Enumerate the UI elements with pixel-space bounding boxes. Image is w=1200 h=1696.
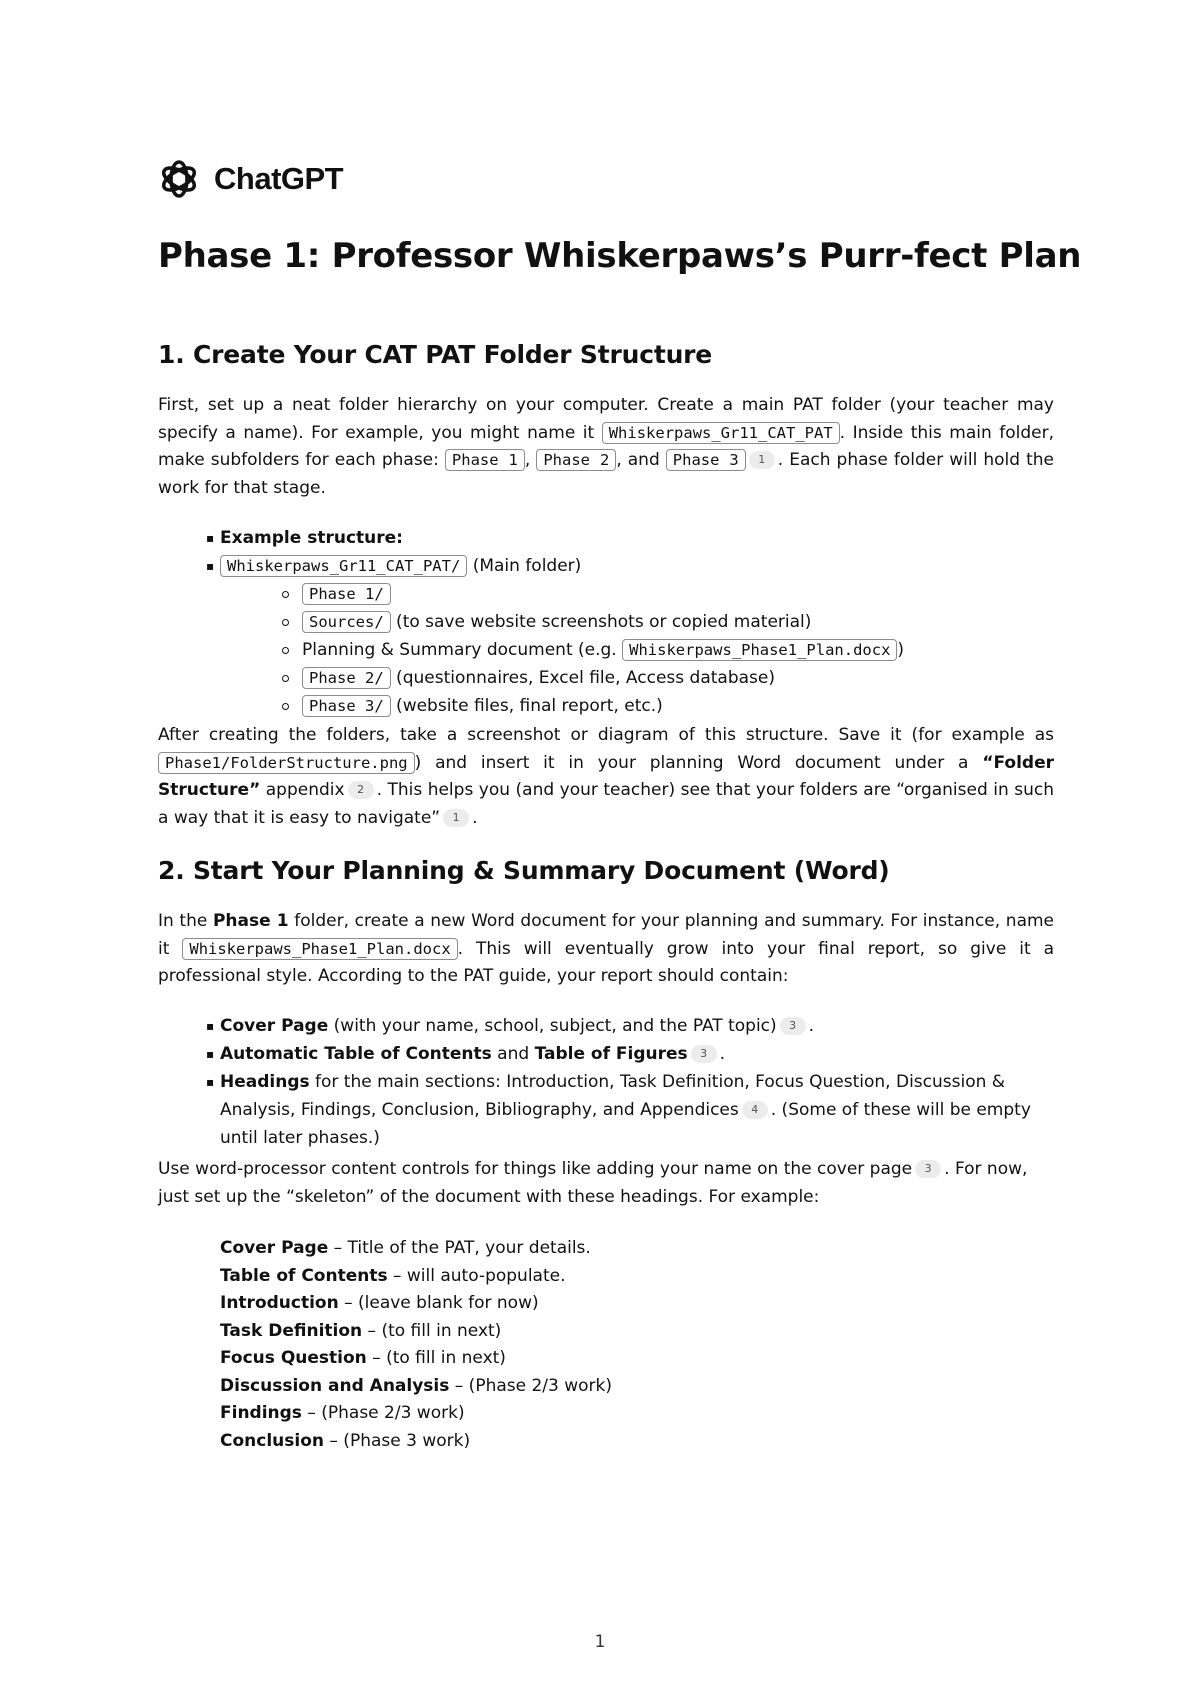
list-item bbox=[206, 552, 1054, 720]
outline-item-name: Focus Question bbox=[220, 1348, 367, 1368]
text-run: . bbox=[472, 807, 478, 828]
text-run: . Inside this main folder, make subfolders for each phase: bbox=[158, 422, 1054, 470]
bold-label: Headings bbox=[220, 1072, 310, 1092]
list-item bbox=[282, 664, 1054, 692]
citation-badge[interactable]: 1 bbox=[443, 809, 469, 827]
text-run: . (Some of these will be empty until later phases.) bbox=[220, 1100, 1031, 1148]
outline-item bbox=[220, 1373, 612, 1401]
outline-item bbox=[220, 1318, 612, 1346]
text-run: appendix bbox=[260, 780, 345, 800]
text-run: ) and insert it in your planning Word document under a bbox=[414, 752, 983, 773]
text-run: folder, create a new Word document for your planning and summary. For instance, name it bbox=[158, 911, 1055, 959]
openai-logo-icon bbox=[158, 158, 200, 200]
outline-item-name: Discussion and Analysis bbox=[220, 1375, 450, 1396]
section-2-intro-paragraph bbox=[158, 908, 1054, 991]
list-item bbox=[282, 636, 1054, 664]
outline-item-name: Findings bbox=[220, 1403, 302, 1423]
phase-3-folder-code: Phase 3/ bbox=[302, 695, 391, 717]
phase-1-folder-code: Phase 1/ bbox=[302, 583, 391, 605]
outline-item-desc: – will auto-populate. bbox=[387, 1265, 566, 1286]
brand-name: ChatGPT bbox=[214, 161, 344, 196]
text-run: , bbox=[524, 450, 537, 470]
text-run: First, set up a neat folder hierarchy on your computer. Create a main PAT folder (your teacher may specify a name). For example, you might name it bbox=[158, 395, 1054, 443]
text-run: (questionnaires, Excel file, Access database) bbox=[390, 668, 775, 688]
text-run: Planning & Summary document (e.g. bbox=[302, 640, 623, 660]
outline-item-desc: – (Phase 3 work) bbox=[324, 1430, 471, 1451]
outline-item-desc: – (Phase 2/3 work) bbox=[301, 1403, 465, 1423]
outline-item bbox=[220, 1263, 612, 1291]
text-run: , and bbox=[616, 450, 666, 470]
list-item bbox=[282, 692, 1054, 720]
main-folder-code: Whiskerpaws_Gr11_CAT_PAT/ bbox=[220, 555, 467, 577]
section-2-followup-paragraph bbox=[158, 1156, 1054, 1211]
folder-structure-emphasis: “Folder Structure” bbox=[158, 752, 1054, 800]
outline-item bbox=[220, 1428, 612, 1456]
phase-2-folder-code: Phase 2/ bbox=[302, 667, 391, 689]
outline-item-desc: – (to fill in next) bbox=[366, 1348, 506, 1368]
list-item bbox=[206, 1040, 1054, 1068]
bold-label: Table of Figures bbox=[534, 1044, 688, 1064]
list-item bbox=[282, 608, 1054, 636]
text-run: and bbox=[491, 1044, 535, 1064]
planning-doc-code: Whiskerpaws_Phase1_Plan.docx bbox=[622, 639, 897, 661]
screenshot-file-code: Phase1/FolderStructure.png bbox=[158, 752, 415, 774]
text-run: . For now, just set up the “skeleton” of the document with these headings. For example: bbox=[158, 1159, 1028, 1207]
outline-item-name: Introduction bbox=[220, 1293, 339, 1313]
text-run: (Main folder) bbox=[467, 556, 582, 576]
outline-item-name: Conclusion bbox=[220, 1430, 324, 1451]
citation-badge[interactable]: 3 bbox=[691, 1045, 717, 1063]
planning-doc-code: Whiskerpaws_Phase1_Plan.docx bbox=[182, 938, 457, 960]
outline-item bbox=[220, 1345, 612, 1373]
phase-3-code: Phase 3 bbox=[666, 449, 746, 471]
text-run: . Each phase folder will hold the work for that stage. bbox=[158, 450, 1055, 498]
text-run: . This helps you (and your teacher) see that your folders are “organised in such a way that it is easy to navigate” bbox=[158, 780, 1054, 828]
page-number: 1 bbox=[594, 1632, 606, 1652]
text-run: . This will eventually grow into your final report, so give it a professional style. According to the PAT guide, your report should contain: bbox=[158, 938, 1055, 986]
page-title: Phase 1: Professor Whiskerpaws’s Purr-fect Plan bbox=[158, 236, 1082, 276]
brand-logo bbox=[158, 158, 343, 200]
text-run: . bbox=[808, 1016, 815, 1036]
citation-badge[interactable]: 3 bbox=[915, 1160, 941, 1178]
outline-item bbox=[220, 1400, 612, 1428]
outline-item-name: Cover Page bbox=[220, 1238, 329, 1258]
example-structure-label: Example structure: bbox=[220, 528, 403, 548]
text-run: Use word-processor content controls for things like adding your name on the cover page bbox=[158, 1159, 913, 1179]
text-run: In the bbox=[158, 911, 213, 931]
list-item bbox=[206, 1068, 1054, 1152]
citation-badge[interactable]: 2 bbox=[348, 781, 374, 799]
sources-folder-code: Sources/ bbox=[302, 611, 391, 633]
list-item bbox=[282, 580, 1054, 608]
section-1-followup-paragraph bbox=[158, 722, 1054, 832]
section-2-heading: 2. Start Your Planning & Summary Document (Word) bbox=[158, 856, 890, 885]
outline-item-desc: – (to fill in next) bbox=[362, 1320, 502, 1341]
subfolder-list bbox=[220, 580, 1054, 720]
bold-label: Cover Page bbox=[220, 1016, 329, 1036]
text-run: . bbox=[719, 1044, 726, 1064]
list-item bbox=[206, 524, 1054, 552]
citation-badge[interactable]: 4 bbox=[742, 1101, 768, 1119]
section-1-heading: 1. Create Your CAT PAT Folder Structure bbox=[158, 340, 713, 369]
section-1-intro-paragraph bbox=[158, 392, 1054, 502]
outline-item-desc: – (leave blank for now) bbox=[338, 1293, 539, 1313]
outline-item-desc: – Title of the PAT, your details. bbox=[328, 1238, 591, 1258]
text-run: After creating the folders, take a screenshot or diagram of this structure. Save it (for example as bbox=[158, 725, 1054, 745]
folder-structure-list bbox=[206, 524, 1054, 720]
text-run: (website files, final report, etc.) bbox=[390, 696, 663, 716]
bold-label: Automatic Table of Contents bbox=[220, 1044, 492, 1064]
outline-item bbox=[220, 1290, 612, 1318]
text-run: (with your name, school, subject, and the PAT topic) bbox=[328, 1016, 777, 1036]
text-run: ) bbox=[897, 640, 905, 660]
report-contents-list bbox=[206, 1012, 1054, 1152]
text-run: (to save website screenshots or copied material) bbox=[390, 612, 812, 632]
outline-item-name: Table of Contents bbox=[220, 1265, 388, 1286]
phase-1-code: Phase 1 bbox=[445, 449, 525, 471]
citation-badge[interactable]: 1 bbox=[749, 451, 775, 469]
outline-item bbox=[220, 1235, 612, 1263]
phase-1-emphasis: Phase 1 bbox=[212, 911, 289, 931]
document-outline bbox=[220, 1235, 612, 1455]
phase-2-code: Phase 2 bbox=[536, 449, 616, 471]
text-run: for the main sections: Introduction, Task Definition, Focus Question, Discussion & Analysis, Findings, Conclusion, Bibliography, and Appendices bbox=[220, 1072, 1006, 1120]
main-folder-code: Whiskerpaws_Gr11_CAT_PAT bbox=[602, 422, 840, 444]
list-item bbox=[206, 1012, 1054, 1040]
citation-badge[interactable]: 3 bbox=[780, 1017, 806, 1035]
outline-item-desc: – (Phase 2/3 work) bbox=[449, 1375, 613, 1396]
outline-item-name: Task Definition bbox=[220, 1320, 363, 1341]
